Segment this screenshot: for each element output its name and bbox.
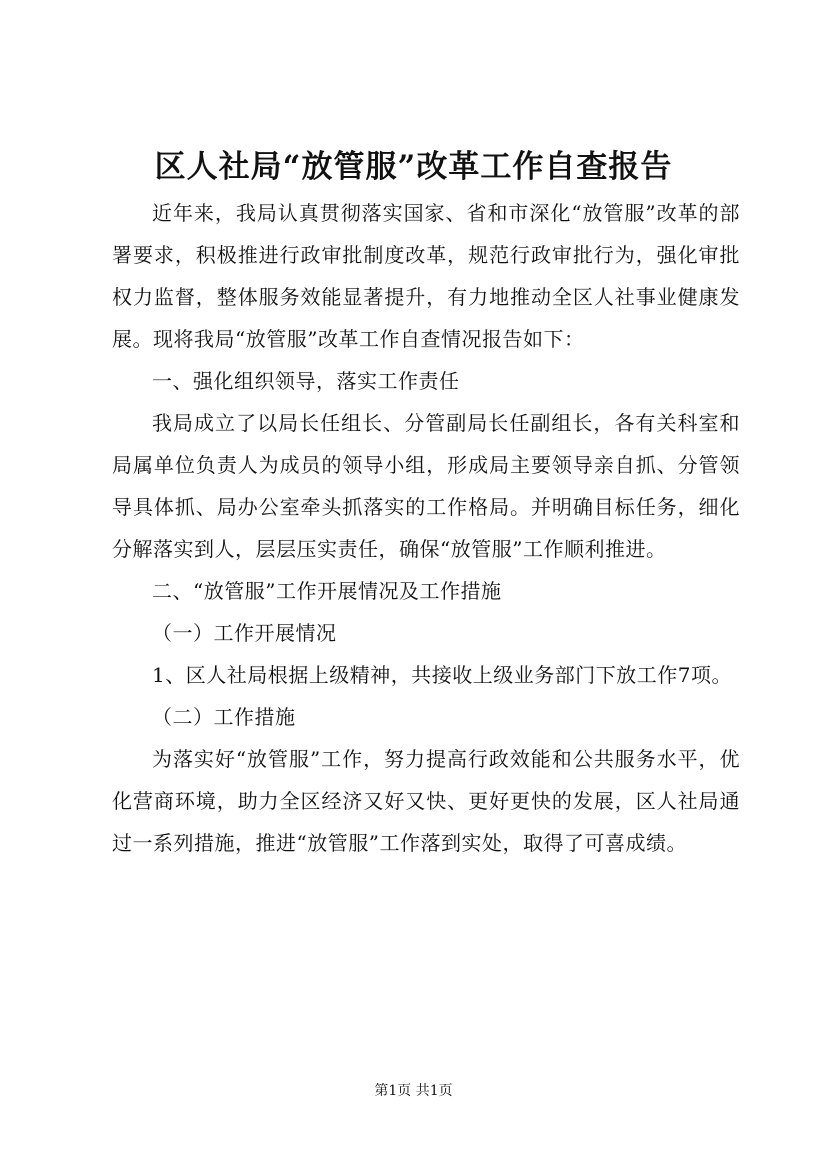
page-footer: 第1页 共1页 [374, 1083, 453, 1099]
subheading-2: （二）工作措施 [152, 705, 296, 729]
section-heading-2: 二、“放管服”工作开展情况及工作措施 [152, 579, 502, 603]
paragraph-item-1: 1、区人社局根据上级精神，共接收上级业务部门下放工作7项。 [152, 663, 732, 687]
subheading-1: （一）工作开展情况 [152, 621, 337, 645]
section-heading-1: 一、强化组织领导，落实工作责任 [152, 369, 460, 393]
document-title: 区人社局“放管服”改革工作自查报告 [154, 149, 673, 185]
paragraph-intro: 近年来，我局认真贯彻落实国家、省和市深化“放管服”改革的部署要求，积极推进行政审批制度改革，规范行政审批行为，强化审批权力监督，整体服务效能显著提升，有力地推动全区人社事业健康发展。现将我局“放管服”改革工作自查情况报告如下： [112, 201, 740, 351]
paragraph-measures: 为落实好“放管服”工作，努力提高行政效能和公共服务水平，优化营商环境，助力全区经济又好又快、更好更快的发展，区人社局通过一系列措施，推进“放管服”工作落到实处，取得了可喜成绩。 [112, 747, 740, 855]
paragraph-leadership: 我局成立了以局长任组长、分管副局长任副组长，各有关科室和局属单位负责人为成员的领导小组，形成局主要领导亲自抓、分管领导具体抓、局办公室牵头抓落实的工作格局。并明确目标任务，细化分解落实到人，层层压实责任，确保“放管服”工作顺利推进。 [112, 411, 740, 561]
document-body [112, 192, 740, 864]
